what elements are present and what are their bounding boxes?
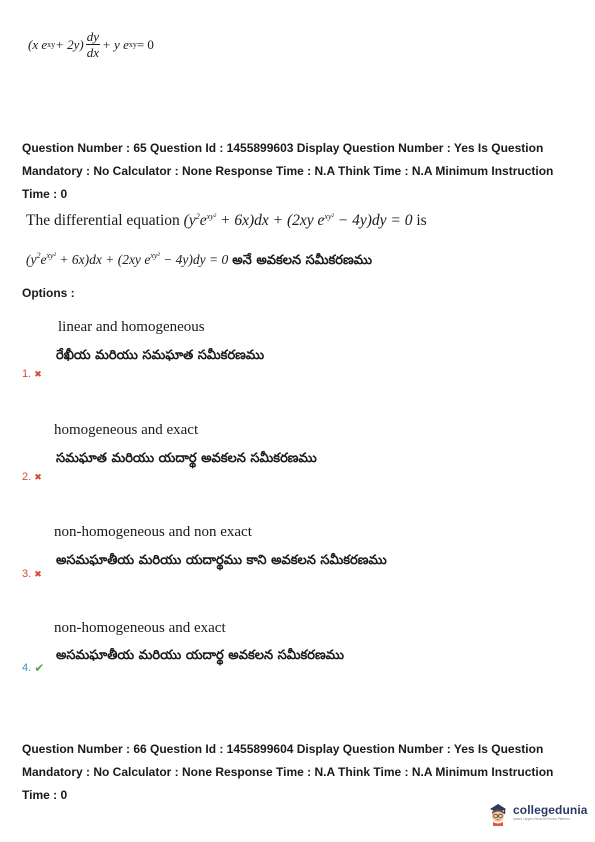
option-4-english: non-homogeneous and exact [54, 620, 226, 636]
option-4-marker [22, 661, 44, 675]
cross-icon: ✖ [34, 568, 42, 579]
header-line: Mandatory : No Calculator : None Response Time : N.A Think Time : N.A Minimum Instruction [22, 164, 554, 178]
derivative-fraction [86, 30, 100, 59]
header-line: Question Number : 65 Question Id : 1455899603 Display Question Number : Yes Is Question [22, 141, 544, 155]
option-2-marker [22, 471, 42, 483]
cross-icon: ✖ [34, 471, 42, 482]
question-equation: $(y^2e^{xy^2} + 6x)dx + (2xy$ $e^{xy^2} - 4y)dy = 0$ [183, 212, 413, 229]
equation-part: + 2y) [55, 36, 84, 52]
option-3-english: non-homogeneous and non exact [54, 524, 252, 540]
equation-exponent: xy [47, 40, 56, 49]
question-suffix-telugu: అనే అవకలన సమీకరణము [232, 253, 372, 268]
option-1-marker [22, 368, 42, 380]
fraction-numerator: dy [86, 29, 100, 44]
header-line: Time : 0 [22, 187, 68, 201]
option-3-telugu: అసమఘాతీయ మరియు యదార్థము కాని అవకలన సమీకరణము [56, 553, 387, 568]
mascot-icon [487, 800, 509, 826]
option-1-english: linear and homogeneous [58, 319, 205, 335]
equation-exponent: xy [128, 40, 137, 49]
option-2-english: homogeneous and exact [54, 422, 199, 438]
question-text-telugu [26, 251, 372, 271]
question-66-header [22, 738, 582, 807]
option-1-telugu: రేఖీయ మరియు సమఘాత సమీకరణము [56, 348, 265, 363]
equation-part: = 0 [136, 36, 154, 52]
option-number: 4. [22, 662, 32, 674]
question-65-header [22, 137, 582, 206]
option-2-telugu: సమఘాత మరియు యదార్థ అవకలన సమీకరణము [56, 451, 317, 466]
fraction-denominator: dx [86, 45, 100, 60]
equation-part: (x e [28, 36, 48, 52]
option-number: 2. [22, 471, 32, 483]
logo-tagline: India's Largest Student Review Platform [513, 817, 570, 822]
option-number: 3. [22, 568, 32, 580]
question-prefix: The differential equation [26, 212, 184, 229]
cross-icon: ✖ [34, 368, 42, 379]
equation-part: + y e [102, 36, 129, 52]
options-label: Options : [22, 286, 75, 300]
header-line: Question Number : 66 Question Id : 1455899604 Display Question Number : Yes Is Question [22, 742, 544, 756]
header-line: Mandatory : No Calculator : None Response Time : N.A Think Time : N.A Minimum Instruction [22, 765, 554, 779]
logo-text [513, 804, 588, 821]
header-line: Time : 0 [22, 788, 68, 802]
logo-name: collegedunia [513, 803, 588, 818]
question-suffix: is [412, 212, 427, 229]
question-text-english [26, 212, 427, 230]
option-number: 1. [22, 368, 32, 380]
top-equation [28, 30, 154, 59]
option-3-marker [22, 568, 42, 580]
check-icon: ✔ [34, 661, 45, 675]
collegedunia-logo [487, 800, 588, 826]
option-4-telugu: అసమఘాతీయ మరియు యదార్థ అవకలన సమీకరణము [56, 648, 344, 663]
question-equation: $(y^2e^{xy^2} + 6x)dx + (2xy$ $e^{xy^2} - 4y)dy = 0$ [26, 251, 229, 267]
